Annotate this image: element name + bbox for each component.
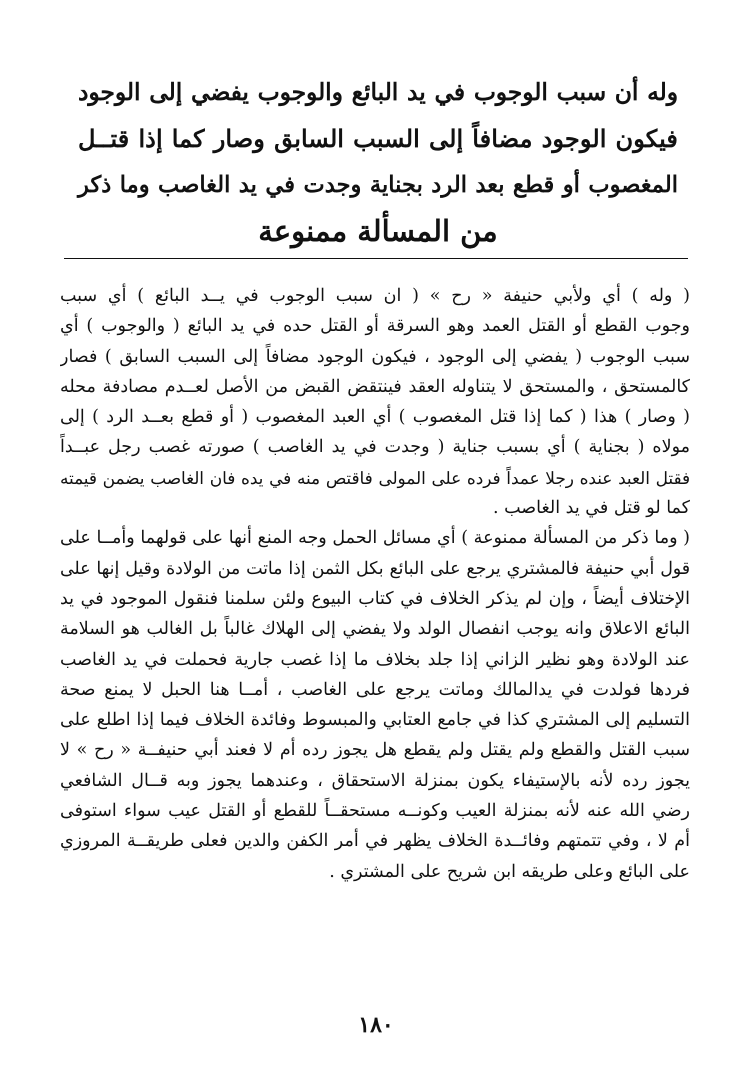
separator-rule: [64, 258, 688, 259]
commentary-line: مولاه ( بجناية ) أي بسبب جناية ( وجدت في يد الغاصب ) صورته غصب رجل عبــداً: [60, 437, 690, 458]
commentary-paragraph: [60, 523, 690, 887]
main-text-block: [78, 70, 678, 254]
commentary-line: سبب الوجوب ( يفضي إلى الوجود ، فيكون الوجود مضافاً إلى السبب السابق ) فصار: [60, 346, 690, 367]
commentary-line: ( وله ) أي ولأبي حنيفة « رح » ( ان سبب الوجوب في يــد البائع ) أي سبب: [60, 286, 690, 306]
commentary-line: يجوز رده لأنه بالإستيفاء يكون بمنزلة الاستحقاق ، وعندهما يجوز وبه قــال الشافعي: [60, 770, 690, 791]
commentary-line: وجوب القطع أو القتل العمد وهو السرقة أو القتل حده في يد البائع ( والوجوب ) أي: [60, 316, 690, 337]
commentary-block: [60, 281, 690, 887]
commentary-line: كما لو قتل في يد الغاصب .: [492, 498, 690, 519]
main-text-line: من المسألة ممنوعة: [258, 214, 498, 248]
commentary-line: أم لا ، وفي تتمتهم وفائــدة الخلاف يظهر في أمر الكفن والدين فعلى طريقــة المروزي: [60, 831, 690, 852]
page-number: ١٨٠: [358, 1012, 394, 1038]
commentary-line: فردها فولدت في يدالمالك وماتت يرجع على الغاصب ، أمــا هنا الحبل لا يمنع صحة: [60, 679, 690, 700]
commentary-line: رضي الله عنه لأنه بمنزلة العيب وكونــه مستحقــاً للقطع أو القتل عيب سواء استوفى: [60, 801, 690, 822]
commentary-line: قول أبي حنيفة فالمشتري يرجع على البائع بكل الثمن إذا ماتت من الولادة وقيل إنها على: [60, 558, 690, 579]
commentary-line: ( وصار ) هذا ( كما إذا قتل المغصوب ) أي العبد المغصوب ( أو قطع بعــد الرد ) إلى: [60, 407, 690, 428]
main-text-line: فيكون الوجود مضافاً إلى السبب السابق وصار كما إذا قتــل: [78, 124, 678, 153]
commentary-line: الإختلاف أيضاً ، وإن لم يذكر الخلاف في كتاب البيوع ولئن سلمنا فنقول الموجود في يد: [60, 588, 690, 609]
commentary-line: البائع الاعلاق وانه يوجب انفصال الولد ولا يفضي إلى الهلاك غالباً بل الغالب هو السلامة: [60, 619, 690, 640]
main-text-line: المغصوب أو قطع بعد الرد بجناية وجدت في يد الغاصب وما ذكر: [78, 172, 678, 198]
commentary-line: عند الولادة وهو نظير الزاني إذا جلد بخلاف ما إذا غصب جارية فحملت في يد الغاصب: [60, 649, 690, 670]
commentary-line: كالمستحق ، والمستحق لا يتناوله العقد فينتقض القبض من الأصل لعــدم مصادفة محله: [60, 376, 690, 397]
commentary-line: ( وما ذكر من المسألة ممنوعة ) أي مسائل الحمل وجه المنع أنها على قولهما وأمــا على: [60, 528, 690, 549]
commentary-paragraph: [60, 281, 690, 523]
commentary-line: سبب القتل والقطع ولم يقتل ولم يقطع هل يجوز رده أم لا فعند أبي حنيفــة « رح » لا: [60, 740, 690, 761]
commentary-line: فقتل العبد عنده رجلا عمداً فرده على المولى فاقتص منه في يده فان الغاصب يضمن قيمته: [60, 467, 690, 488]
commentary-line: على البائع وعلى طريقه ابن شريح على المشتري .: [329, 861, 690, 882]
main-text-line: وله أن سبب الوجوب في يد البائع والوجوب يفضي إلى الوجود: [78, 79, 678, 106]
commentary-line: التسليم إلى المشتري كذا في جامع العتابي والمبسوط وفائدة الخلاف فيما إذا اطلع على: [60, 710, 690, 731]
